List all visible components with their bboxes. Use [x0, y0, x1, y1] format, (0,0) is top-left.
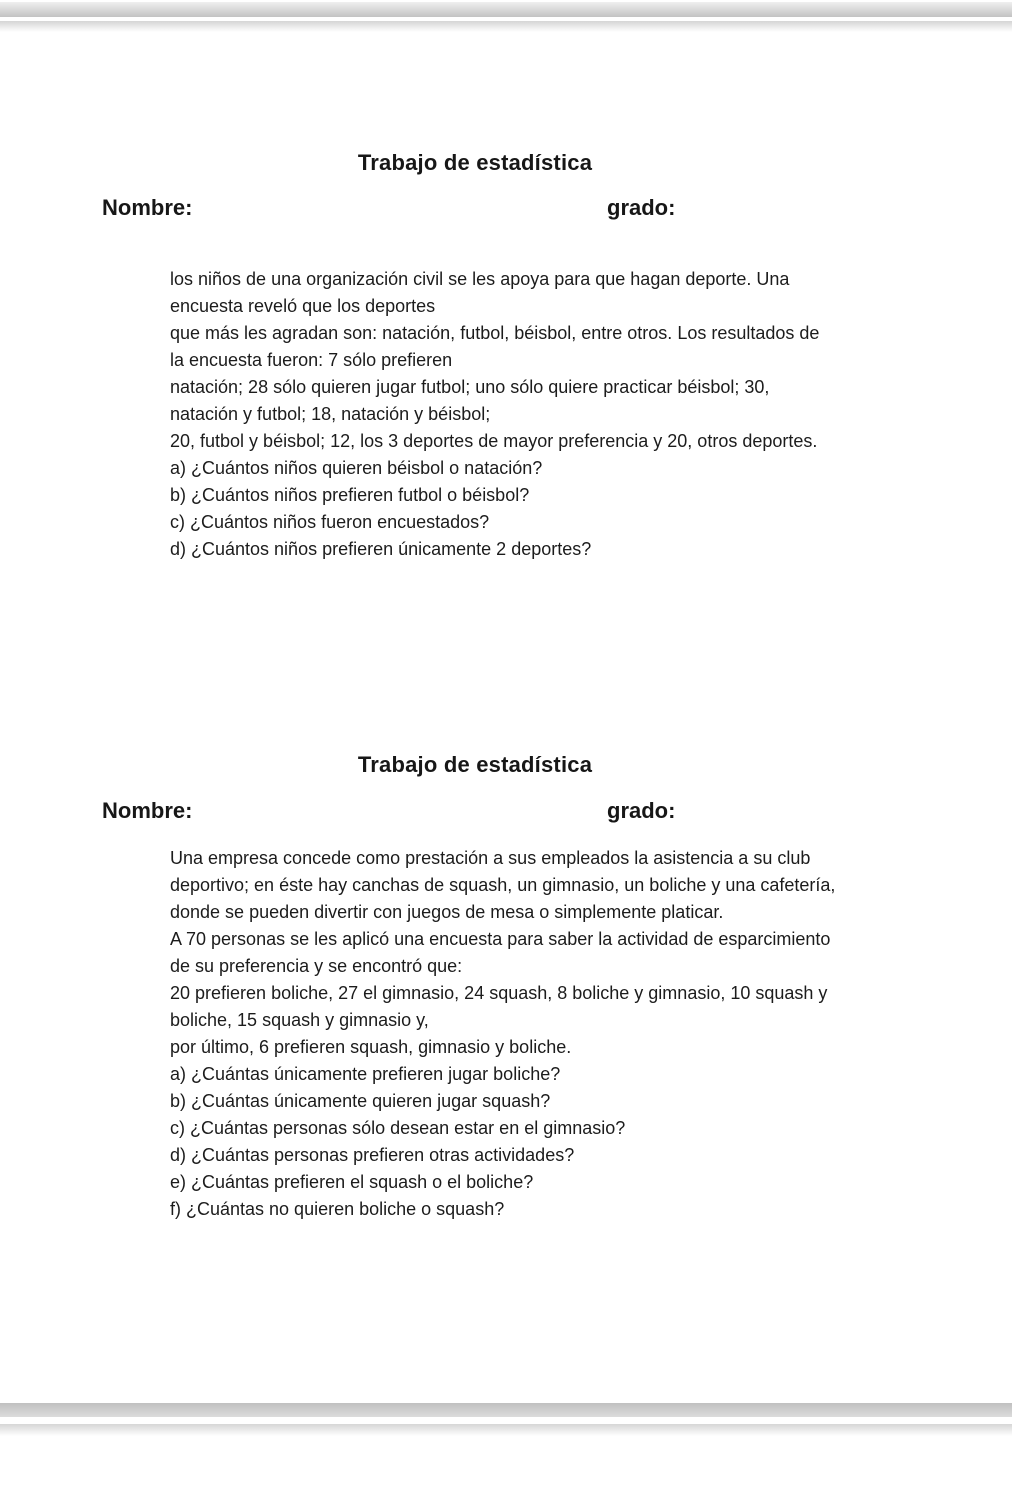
paragraph-line: que más les agradan son: natación, futbol, béisbol, entre otros. Los resultados de	[170, 323, 820, 343]
paragraph-line: boliche, 15 squash y gimnasio y,	[170, 1010, 429, 1030]
paragraph-line: por último, 6 prefieren squash, gimnasio y boliche.	[170, 1037, 572, 1057]
paragraph-line: donde se pueden divertir con juegos de mesa o simplemente platicar.	[170, 902, 724, 922]
section-1-grade-label: grado:	[607, 195, 676, 220]
paragraph-line: b) ¿Cuántos niños prefieren futbol o béisbol?	[170, 485, 530, 505]
paragraph-line: a) ¿Cuántos niños quieren béisbol o natación?	[170, 458, 543, 478]
paragraph-line: c) ¿Cuántos niños fueron encuestados?	[170, 512, 490, 532]
section-1-title: Trabajo de estadística	[357, 150, 593, 175]
paragraph-line: natación; 28 sólo quieren jugar futbol; uno sólo quiere practicar béisbol; 30,	[170, 377, 770, 397]
section-2-problem-text	[170, 845, 890, 1223]
paragraph-line: c) ¿Cuántas personas sólo desean estar en el gimnasio?	[170, 1118, 626, 1138]
page-edge-shadow-top	[0, 2, 1012, 17]
page-edge-shadow-top-inner	[0, 21, 1012, 32]
paragraph-line: e) ¿Cuántas prefieren el squash o el boliche?	[170, 1172, 534, 1192]
paragraph-line: f) ¿Cuántas no quieren boliche o squash?	[170, 1199, 505, 1219]
paragraph-line: 20 prefieren boliche, 27 el gimnasio, 24 squash, 8 boliche y gimnasio, 10 squash y	[170, 983, 828, 1003]
paragraph-line: deportivo; en éste hay canchas de squash, un gimnasio, un boliche y una cafetería,	[170, 875, 836, 895]
section-2-title-row	[0, 752, 950, 778]
paragraph-line: d) ¿Cuántos niños prefieren únicamente 2 deportes?	[170, 539, 592, 559]
section-1-title-row	[0, 150, 950, 176]
paragraph-line: la encuesta fueron: 7 sólo prefieren	[170, 350, 453, 370]
paragraph-line: natación y futbol; 18, natación y béisbol;	[170, 404, 491, 424]
section-2-grade-label: grado:	[607, 798, 676, 823]
paragraph-line: a) ¿Cuántas únicamente prefieren jugar boliche?	[170, 1064, 561, 1084]
page-edge-shadow-bottom-inner	[0, 1424, 1012, 1436]
paragraph-line: los niños de una organización civil se les apoya para que hagan deporte. Una	[170, 269, 790, 289]
paragraph-line: Una empresa concede como prestación a sus empleados la asistencia a su club	[170, 848, 811, 868]
paragraph-line: d) ¿Cuántas personas prefieren otras actividades?	[170, 1145, 575, 1165]
section-2-title: Trabajo de estadística	[357, 752, 593, 777]
paragraph-line: 20, futbol y béisbol; 12, los 3 deportes de mayor preferencia y 20, otros deportes.	[170, 431, 818, 451]
paragraph-line: encuesta reveló que los deportes	[170, 296, 436, 316]
section-1-problem-text	[170, 266, 890, 563]
paragraph-line: de su preferencia y se encontró que:	[170, 956, 463, 976]
page-edge-shadow-bottom	[0, 1403, 1012, 1417]
paragraph-line: b) ¿Cuántas únicamente quieren jugar squash?	[170, 1091, 551, 1111]
paragraph-line: A 70 personas se les aplicó una encuesta para saber la actividad de esparcimiento	[170, 929, 831, 949]
section-1-name-label: Nombre:	[102, 195, 193, 220]
section-2-name-label: Nombre:	[102, 798, 193, 823]
